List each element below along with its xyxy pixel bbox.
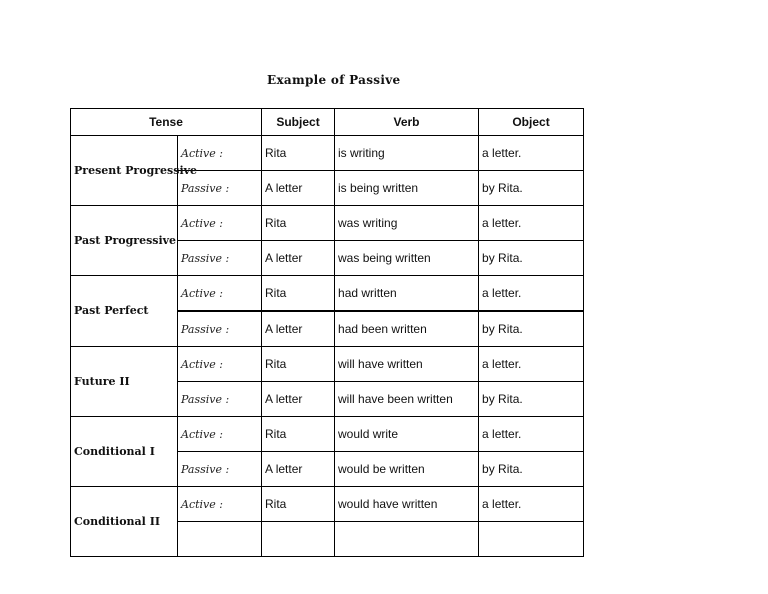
object-cell: a letter. <box>479 417 584 452</box>
voice-label: Passive : <box>178 382 262 417</box>
tense-label: Conditional I <box>71 417 178 487</box>
verb-cell: is writing <box>335 136 479 171</box>
object-cell <box>479 522 584 557</box>
verb-cell: will have written <box>335 347 479 382</box>
header-object: Object <box>479 109 584 136</box>
table-row <box>71 136 584 171</box>
voice-label: Active : <box>178 347 262 382</box>
passive-examples-table <box>70 108 584 557</box>
verb-cell: is being written <box>335 171 479 206</box>
voice-label: Passive : <box>178 311 262 347</box>
verb-cell: had been written <box>335 311 479 347</box>
header-verb: Verb <box>335 109 479 136</box>
tense-label: Present Progressive <box>71 136 178 206</box>
verb-cell: would be written <box>335 452 479 487</box>
object-cell: a letter. <box>479 276 584 312</box>
table-row <box>71 206 584 241</box>
subject-cell: Rita <box>262 276 335 312</box>
object-cell: a letter. <box>479 487 584 522</box>
object-cell: a letter. <box>479 136 584 171</box>
subject-cell: A letter <box>262 171 335 206</box>
subject-cell: Rita <box>262 347 335 382</box>
table-viewport <box>70 108 584 528</box>
tense-label: Conditional II <box>71 487 178 557</box>
header-tense: Tense <box>71 109 262 136</box>
table-row <box>71 417 584 452</box>
voice-label: Passive : <box>178 171 262 206</box>
verb-cell: was being written <box>335 241 479 276</box>
verb-cell: had written <box>335 276 479 312</box>
voice-label: Passive : <box>178 452 262 487</box>
table-header-row <box>71 109 584 136</box>
table-row <box>71 347 584 382</box>
subject-cell: Rita <box>262 487 335 522</box>
verb-cell: will have been written <box>335 382 479 417</box>
tense-label: Past Perfect <box>71 276 178 347</box>
verb-cell: was writing <box>335 206 479 241</box>
tense-label: Future II <box>71 347 178 417</box>
verb-cell: would write <box>335 417 479 452</box>
subject-cell: A letter <box>262 241 335 276</box>
voice-label: Passive : <box>178 241 262 276</box>
tense-label: Past Progressive <box>71 206 178 276</box>
verb-cell <box>335 522 479 557</box>
subject-cell: A letter <box>262 382 335 417</box>
verb-cell: would have written <box>335 487 479 522</box>
subject-cell: Rita <box>262 417 335 452</box>
object-cell: by Rita. <box>479 382 584 417</box>
object-cell: by Rita. <box>479 171 584 206</box>
object-cell: a letter. <box>479 206 584 241</box>
subject-cell: Rita <box>262 206 335 241</box>
voice-label: Active : <box>178 417 262 452</box>
header-subject: Subject <box>262 109 335 136</box>
object-cell: by Rita. <box>479 311 584 347</box>
table-row <box>71 276 584 312</box>
object-cell: a letter. <box>479 347 584 382</box>
subject-cell: A letter <box>262 311 335 347</box>
table-row <box>71 487 584 522</box>
voice-label: Active : <box>178 276 262 312</box>
voice-label <box>178 522 262 557</box>
subject-cell <box>262 522 335 557</box>
voice-label: Active : <box>178 206 262 241</box>
subject-cell: A letter <box>262 452 335 487</box>
object-cell: by Rita. <box>479 452 584 487</box>
object-cell: by Rita. <box>479 241 584 276</box>
subject-cell: Rita <box>262 136 335 171</box>
page-title: Example of Passive <box>267 73 401 87</box>
voice-label: Active : <box>178 487 262 522</box>
voice-label: Active : <box>178 136 262 171</box>
